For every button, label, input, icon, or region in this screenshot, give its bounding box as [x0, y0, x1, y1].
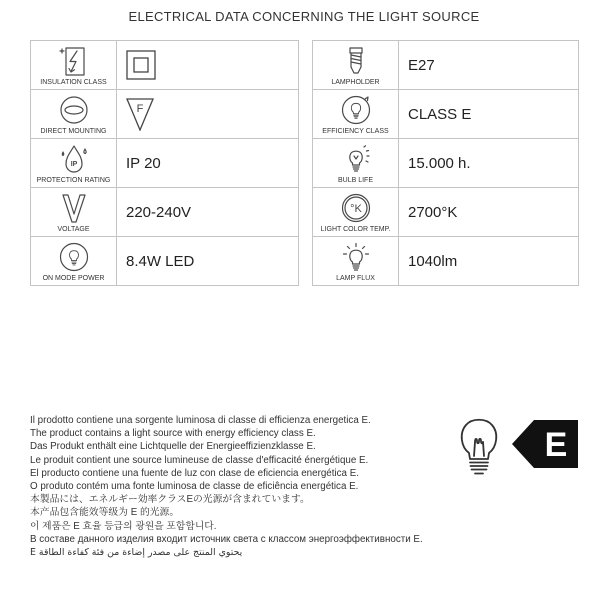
efficiency-class-row	[313, 90, 579, 139]
notice-line-italian: Il prodotto contiene una sorgente luminosa di classe di efficienza energetica E.	[30, 415, 371, 426]
protection-rating-label: PROTECTION RATING	[36, 177, 111, 184]
light-color-temp-label: LIGHT COLOR TEMP.	[320, 226, 391, 233]
f-mark-triangle-symbol	[126, 98, 154, 131]
notice-line-arabic-row	[30, 546, 423, 559]
protection-rating-icon-text: IP	[70, 161, 77, 168]
protection-rating-row	[31, 139, 299, 188]
direct-mounting-icon	[57, 95, 91, 126]
lamp-flux-icon	[339, 242, 373, 273]
efficiency-class-value: CLASS E	[408, 105, 472, 123]
efficiency-class-label: EFFICIENCY CLASS	[322, 128, 389, 135]
f-mark-letter: F	[136, 102, 144, 115]
voltage-value: 220-240V	[126, 203, 192, 221]
notice-line-chinese: 本产品包含能效等级为 E 的光源。	[30, 507, 180, 519]
efficiency-class-icon-cell	[313, 90, 399, 139]
notice-line-portuguese: O produto contém uma fonte luminosa de classe de eficiência energética E.	[30, 480, 359, 492]
bulb-life-row	[313, 139, 579, 188]
insulation-class-icon-cell	[31, 41, 117, 90]
protection-rating-value: IP 20	[126, 154, 161, 172]
lampholder-icon	[339, 46, 373, 77]
lamp-flux-label: LAMP FLUX	[336, 275, 375, 282]
light-color-temp-value: 2700°K	[408, 203, 458, 221]
bulb-life-icon-cell	[313, 139, 399, 188]
insulation-class-label: INSULATION CLASS	[40, 79, 107, 86]
on-mode-power-row	[31, 237, 299, 286]
notice-line-arabic: يحتوي المنتج على مصدر إضاءة من فئة كفاءة الطاقة E	[30, 546, 243, 558]
direct-mounting-value-cell	[117, 90, 299, 139]
insulation-class-icon	[57, 46, 91, 77]
notice-line-french: Le produit contient une source lumineuse de classe d'efficacité énergétique E.	[30, 454, 369, 466]
on-mode-power-icon-cell	[31, 237, 117, 286]
voltage-label: VOLTAGE	[57, 226, 90, 233]
protection-rating-icon-cell	[31, 139, 117, 188]
direct-mounting-icon-cell	[31, 90, 117, 139]
voltage-row	[31, 188, 299, 237]
lamp-flux-value-cell	[399, 237, 579, 286]
bulb-life-label: BULB LIFE	[337, 177, 373, 184]
efficiency-class-value-cell	[399, 90, 579, 139]
bulb-life-value: 15.000 h.	[408, 154, 471, 172]
on-mode-power-value-cell	[117, 237, 299, 286]
lamp-flux-value: 1040lm	[408, 252, 458, 270]
bulb-life-value-cell	[399, 139, 579, 188]
voltage-value-cell	[117, 188, 299, 237]
electrical-data-table-right	[312, 40, 579, 286]
on-mode-power-icon	[57, 242, 91, 273]
light-bulb-icon	[457, 416, 501, 478]
protection-rating-value-cell	[117, 139, 299, 188]
energy-notice-text	[30, 414, 423, 559]
light-color-temp-value-cell	[399, 188, 579, 237]
light-color-temp-icon	[339, 193, 373, 224]
direct-mounting-label: DIRECT MOUNTING	[40, 128, 107, 135]
light-color-temp-icon-cell	[313, 188, 399, 237]
insulation-class-row	[31, 41, 299, 90]
light-color-temp-icon-text: °K	[349, 203, 362, 215]
electrical-data-table-left	[30, 40, 299, 286]
bulb-life-icon	[339, 144, 373, 175]
energy-class-letter: E	[544, 426, 568, 464]
lamp-flux-icon-cell	[313, 237, 399, 286]
efficiency-class-icon	[339, 95, 373, 126]
on-mode-power-value: 8.4W LED	[126, 252, 195, 270]
page-title: ELECTRICAL DATA CONCERNING THE LIGHT SOURCE	[128, 9, 480, 24]
notice-line-english: The product contains a light source with energy efficiency class E.	[30, 428, 316, 440]
energy-label	[455, 414, 580, 482]
insulation-class-value-cell	[117, 41, 299, 90]
energy-class-arrow	[512, 420, 578, 468]
notice-line-german: Das Produkt enthält eine Lichtquelle der Energieeffizienzklasse E.	[30, 441, 316, 453]
lamp-flux-row	[313, 237, 579, 286]
lampholder-row	[313, 41, 579, 90]
notice-line-japanese: 本製品には、エネルギー効率クラスEの光源が含まれています。	[30, 494, 310, 506]
voltage-icon-cell	[31, 188, 117, 237]
notice-line-spanish: El producto contiene una fuente de luz con clase de eficiencia energética E.	[30, 467, 359, 479]
class-ii-double-square-symbol	[126, 50, 156, 80]
direct-mounting-row	[31, 90, 299, 139]
lampholder-icon-cell	[313, 41, 399, 90]
lampholder-value: E27	[408, 56, 435, 74]
notice-line-korean: 이 제품은 E 효율 등급의 광원을 포함합니다.	[30, 520, 217, 532]
voltage-icon	[57, 193, 91, 224]
lampholder-value-cell	[399, 41, 579, 90]
light-color-temp-row	[313, 188, 579, 237]
protection-rating-icon	[57, 144, 91, 175]
lampholder-label: LAMPHOLDER	[331, 79, 380, 86]
notice-line-russian: В составе данного изделия входит источник света с классом энергоэффективности E.	[30, 533, 423, 545]
on-mode-power-label: ON MODE POWER	[42, 275, 105, 282]
